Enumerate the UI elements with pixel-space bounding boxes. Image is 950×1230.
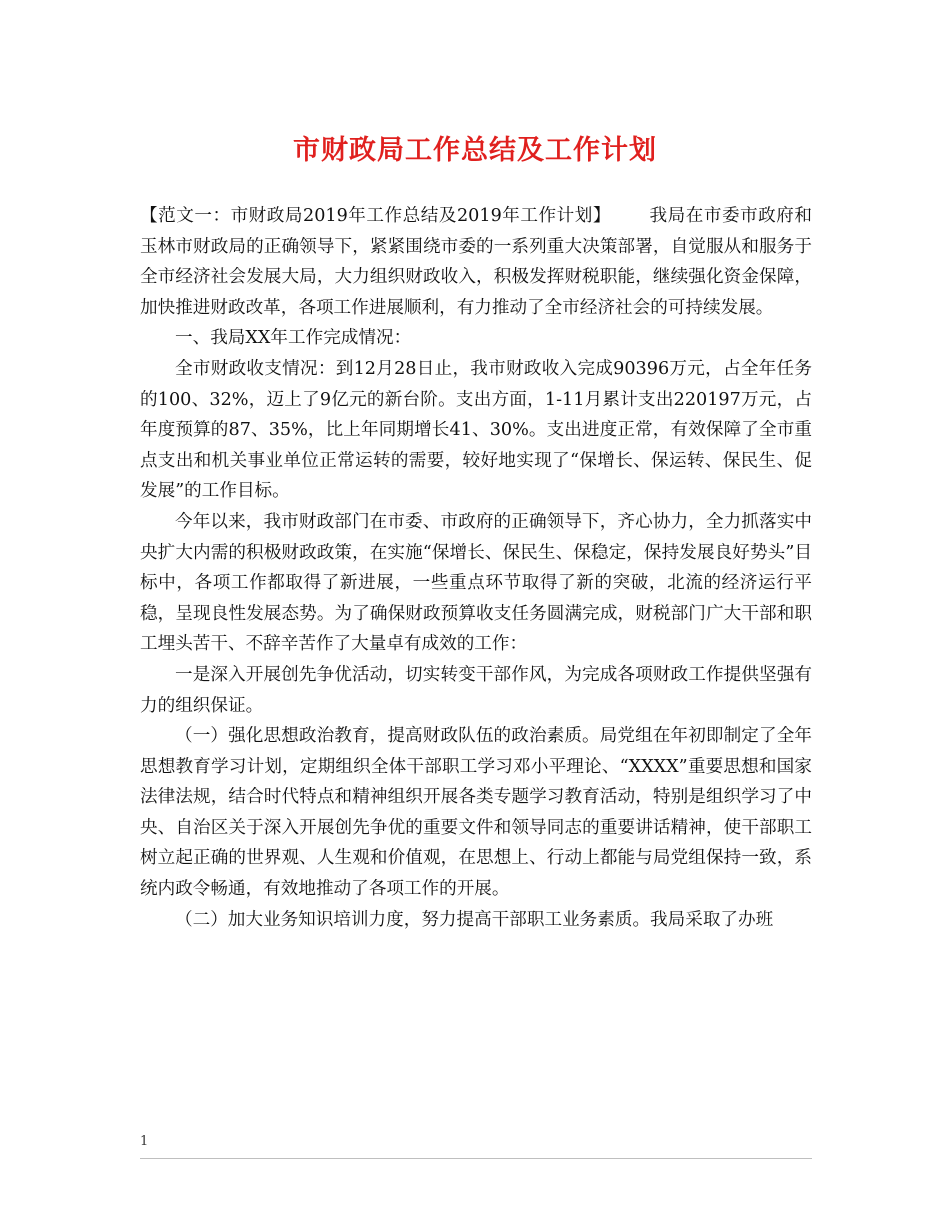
paragraph-overview: 今年以来，我市财政部门在市委、市政府的正确领导下，齐心协力，全力抓落实中央扩大内需的积极财政政策，在实施“保增长、保民生、保稳定，保持发展良好势头”目标中，各项工作都取得了新进展，一些重点环节取得了新的突破，北流的经济运行平稳，呈现良性发展态势。为了确保财政预算收支任务圆满完成，财税部门广大干部和职工埋头苦干、不辞辛苦作了大量卓有成效的工作： [140,511,812,655]
lead-paragraph [140,201,812,323]
paragraph-subpoint-two: （二）加大业务知识培训力度，努力提高干部职工业务素质。我局采取了办班 [175,909,774,930]
footer-rule [140,1158,812,1159]
source-label: 【范文一：市财政局2019年工作总结及2019年工作计划】 [140,206,611,226]
paragraph-revenue-expenditure: 全市财政收支情况：到12月28日止，我市财政收入完成90396万元，占全年任务的100、32%，迈上了9亿元的新台阶。支出方面，1-11月累计支出220197万元，占年度预算的87、35%，比上年同期增长41、30%。支出进度正常，有效保障了全市重点支出和机关事业单位正常运转的需要，较好地实现了“保增长、保运转、保民生、促发展”的工作目标。 [140,358,812,502]
section-heading-completion: 一、我局XX年工作完成情况： [175,328,412,349]
paragraph-subpoint-one: （一）强化思想政治教育，提高财政队伍的政治素质。局党组在年初即制定了全年思想教育学习计划，定期组织全体干部职工学习邓小平理论、“XXXX”重要思想和国家法律法规，结合时代特点和精神组织开展各类专题学习教育活动，特别是组织学习了中央、自治区关于深入开展创先争优的重要文件和领导同志的重要讲话精神，使干部职工树立起正确的世界观、人生观和价值观，在思想上、行动上都能与局党组保持一致，系统内政令畅通，有效地推动了各项工作的开展。 [140,726,812,900]
document-body [140,201,812,935]
page-title: 市财政局工作总结及工作计划 [293,135,657,166]
lead-text: 我局在市委市政府和玉林市财政局的正确领导下，紧紧围绕市委的一系列重大决策部署，自觉服从和服务于全市经济社会发展大局，大力组织财政收入，积极发挥财税职能，继续强化资金保障，加快推进财政改革，各项工作进展顺利，有力推动了全市经济社会的可持续发展。 [140,206,812,318]
page-number: 1 [140,1134,149,1149]
paragraph-point-one: 一是深入开展创先争优活动，切实转变干部作风，为完成各项财政工作提供坚强有力的组织保证。 [140,664,812,716]
